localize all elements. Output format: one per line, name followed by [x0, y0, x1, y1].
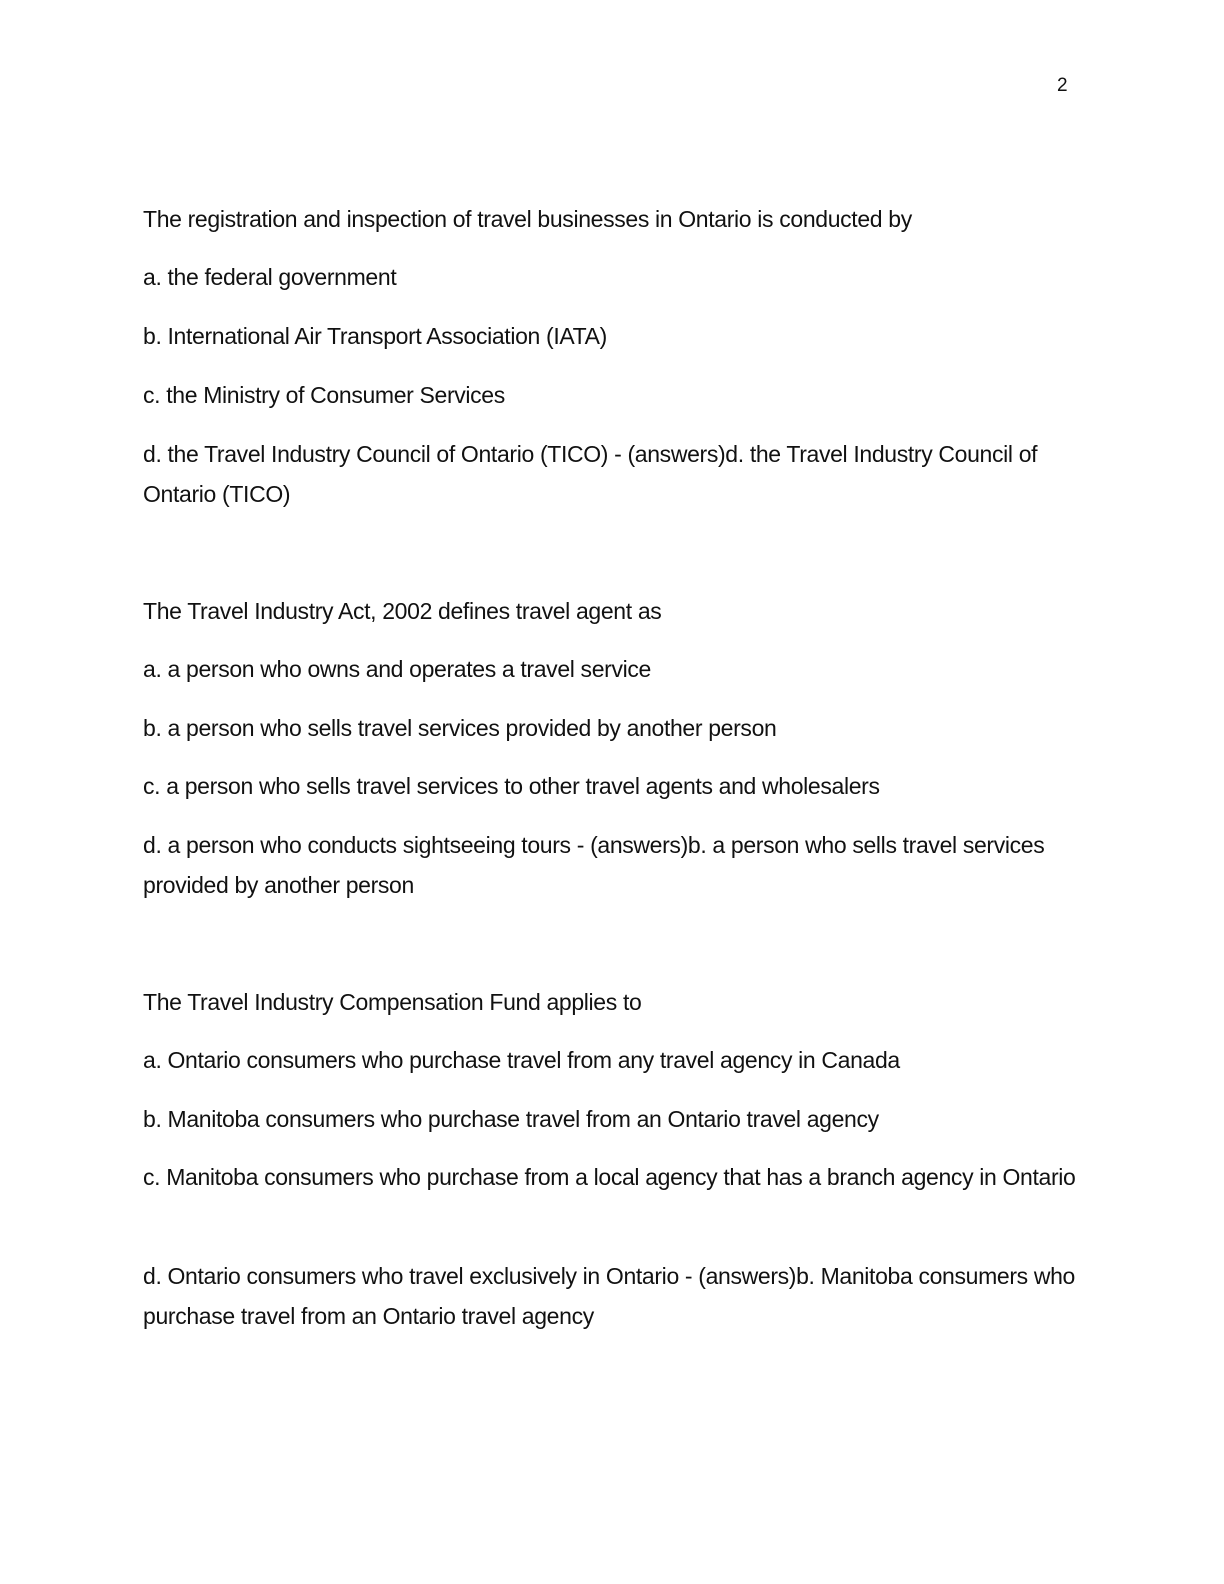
- question-2-stem: The Travel Industry Act, 2002 defines travel agent as: [143, 598, 662, 624]
- question-2-option-d-answer: d. a person who conducts sightseeing tours - (answers)b. a person who sells travel services provided by another person: [143, 832, 1045, 898]
- question-3-option-c: c. Manitoba consumers who purchase from a local agency that has a branch agency in Ontario: [143, 1164, 1076, 1190]
- question-1-option-d-answer: d. the Travel Industry Council of Ontario (TICO) - (answers)d. the Travel Industry Council of Ontario (TICO): [143, 441, 1038, 507]
- question-2-option-c: c. a person who sells travel services to other travel agents and wholesalers: [143, 773, 880, 799]
- question-1-option-c: c. the Ministry of Consumer Services: [143, 382, 505, 408]
- page-number: 2: [1057, 75, 1068, 96]
- question-2-option-a: a. a person who owns and operates a travel service: [143, 656, 651, 682]
- question-1-option-a: a. the federal government: [143, 264, 397, 290]
- question-3-option-b: b. Manitoba consumers who purchase travel from an Ontario travel agency: [143, 1106, 879, 1132]
- question-3-option-d-answer: d. Ontario consumers who travel exclusively in Ontario - (answers)b. Manitoba consumers who purchase travel from an Ontario travel agency: [143, 1263, 1075, 1329]
- question-2-option-b: b. a person who sells travel services provided by another person: [143, 715, 777, 741]
- question-3-option-a: a. Ontario consumers who purchase travel from any travel agency in Canada: [143, 1047, 900, 1073]
- question-3-stem: The Travel Industry Compensation Fund applies to: [143, 989, 642, 1015]
- question-1-option-b: b. International Air Transport Association (IATA): [143, 323, 607, 349]
- question-1-stem: The registration and inspection of travel businesses in Ontario is conducted by: [143, 206, 912, 232]
